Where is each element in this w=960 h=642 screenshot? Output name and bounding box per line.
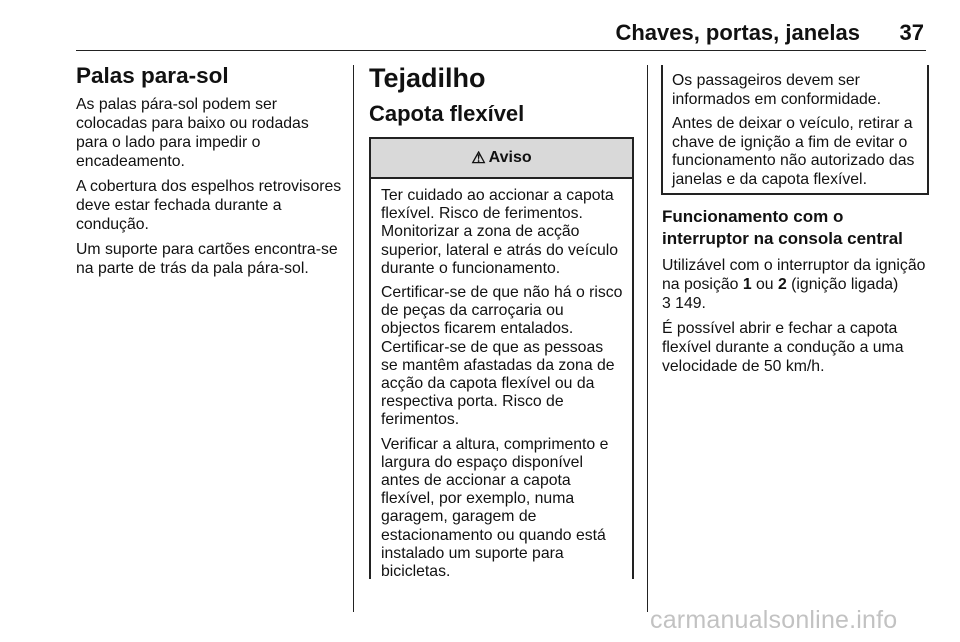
warning-paragraph: Verificar a altura, comprimento e largura do espaço disponível antes de accionar a capota flexível, por exemplo, numa garagem, garagem de estacionamento ou quando está instalado um suporte para bicicletas. xyxy=(381,435,609,581)
section-heading-sun-visors: Palas para-sol xyxy=(76,63,229,88)
subheading-soft-top: Capota flexível xyxy=(369,101,525,126)
paragraph: A cobertura dos espelhos retrovisores deve estar fechada durante a condução. xyxy=(76,178,342,233)
warning-paragraph: Certificar-se de que não há o risco de peças da carroçaria ou objectos ficarem entalados. Certificar-se de que as pessoas se mantêm afastadas da zona de acção da capota flexível ou da respectiva porta. Risco de ferimentos. xyxy=(381,284,623,429)
paragraph-speed: É possível abrir e fechar a capota flexível durante a condução a uma velocidade de 50 km/h. xyxy=(662,320,904,375)
page-reference-arrow-icon: 3 xyxy=(662,295,671,312)
ignition-position-1: 1 xyxy=(742,276,752,293)
warning-paragraph: Antes de deixar o veículo, retirar a chave de ignição a fim de evitar o funcionamento não autorizado das janelas e da capota flexível. xyxy=(672,115,915,188)
running-header-title: Chaves, portas, janelas xyxy=(615,20,860,45)
warning-box-continued xyxy=(661,65,929,195)
paragraph: Um suporte para cartões encontra-se na parte de trás da pala pára-sol. xyxy=(76,241,338,277)
paragraph-ignition xyxy=(662,256,928,313)
warning-paragraph: Ter cuidado ao accionar a capota flexível. Risco de ferimentos. Monitorizar a zona de acção superior, lateral e atrás do veículo durante o funcionamento. xyxy=(381,187,619,277)
page-number: 37 xyxy=(899,20,924,45)
warning-triangle-icon: ⚠ xyxy=(471,150,486,167)
warning-title: Aviso xyxy=(488,149,532,166)
text-run: ou xyxy=(751,276,778,293)
warning-header xyxy=(371,139,632,179)
right-column xyxy=(662,206,928,382)
section-heading-roof: Tejadilho xyxy=(369,63,486,93)
watermark: carmanualsonline.info xyxy=(650,606,898,634)
warning-paragraph: Os passageiros devem ser informados em conformidade. xyxy=(672,72,881,108)
column-divider-left xyxy=(353,65,354,612)
paragraph: As palas pára-sol podem ser colocadas para baixo ou rodadas para o lado para impedir o encadeamento. xyxy=(76,96,309,170)
middle-column xyxy=(369,63,633,133)
left-column xyxy=(76,63,344,284)
page-reference: 149. xyxy=(670,295,706,312)
column-divider-right xyxy=(647,65,648,612)
warning-box xyxy=(369,137,634,579)
header-rule xyxy=(76,50,926,51)
text-run: Utilizável com o interruptor da ignição na posição xyxy=(662,257,926,293)
text-run: (ignição ligada) xyxy=(786,276,899,293)
ignition-position-2: 2 xyxy=(777,276,787,293)
warning-body xyxy=(371,179,632,581)
section-heading-center-console-switch: Funcionamento com o interruptor na consola central xyxy=(662,207,903,248)
